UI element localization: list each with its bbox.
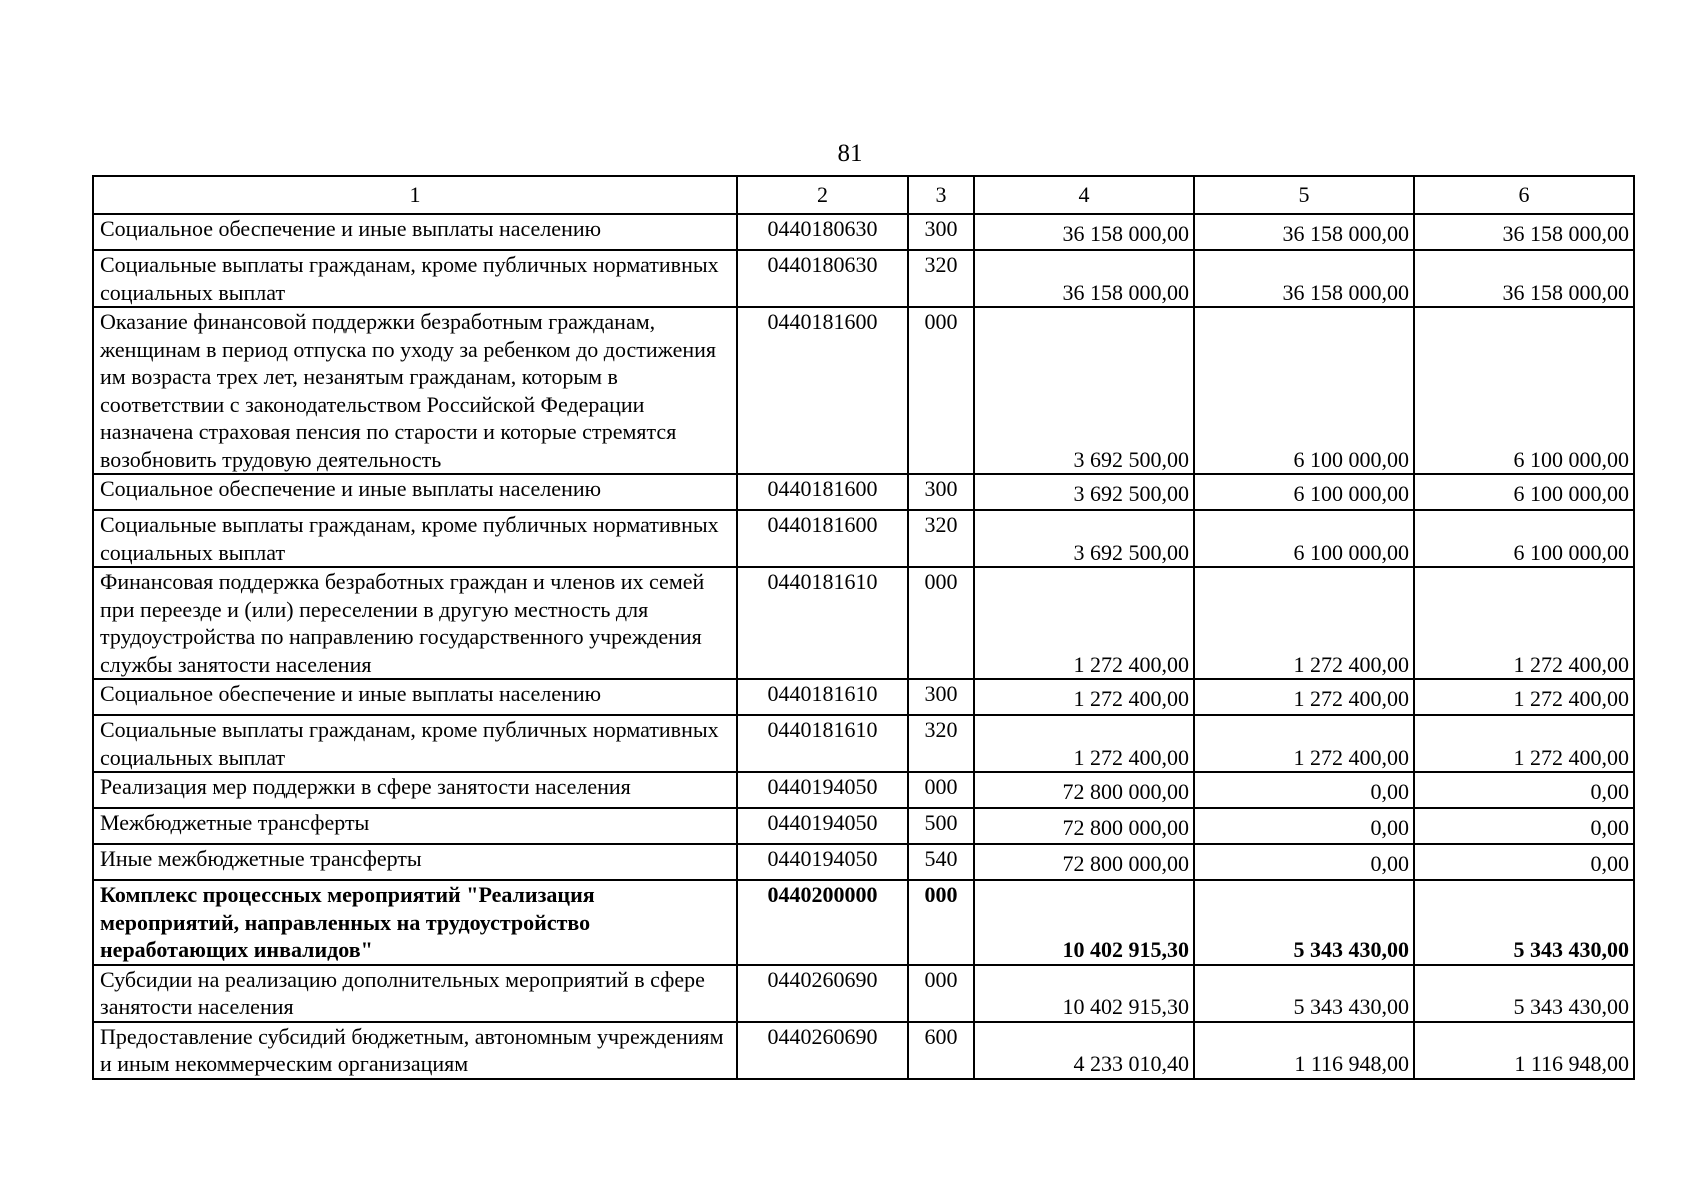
column-header: 1 <box>93 176 737 214</box>
table-body <box>93 214 1634 1079</box>
row-code-cell: 0440180630 <box>737 250 908 307</box>
budget-table <box>92 175 1635 1080</box>
row-code-cell: 0440194050 <box>737 772 908 808</box>
table-row <box>93 844 1634 880</box>
row-amount-col4-cell: 72 800 000,00 <box>974 772 1194 808</box>
table-row <box>93 679 1634 715</box>
row-code-cell: 0440200000 <box>737 880 908 965</box>
row-amount-col6-cell: 0,00 <box>1414 844 1634 880</box>
row-expense-type-cell: 320 <box>908 250 974 307</box>
row-amount-col4-cell: 72 800 000,00 <box>974 808 1194 844</box>
table-row <box>93 808 1634 844</box>
row-expense-type-cell: 300 <box>908 679 974 715</box>
table-row <box>93 1022 1634 1079</box>
row-name-cell: Предоставление субсидий бюджетным, автономным учреждениям и иным некоммерческим организациям <box>93 1022 737 1079</box>
row-amount-col4-cell: 36 158 000,00 <box>974 250 1194 307</box>
row-amount-col5-cell: 0,00 <box>1194 772 1414 808</box>
row-name-cell: Финансовая поддержка безработных граждан и членов их семей при переезде и (или) переселении в другую местность для трудоустройства по направлению государственного учреждения службы занятости населения <box>93 567 737 679</box>
table-row <box>93 307 1634 474</box>
row-amount-col6-cell: 5 343 430,00 <box>1414 880 1634 965</box>
row-amount-col5-cell: 6 100 000,00 <box>1194 307 1414 474</box>
column-header: 2 <box>737 176 908 214</box>
row-name-cell: Социальные выплаты гражданам, кроме публичных нормативных социальных выплат <box>93 510 737 567</box>
row-name-cell: Социальные выплаты гражданам, кроме публичных нормативных социальных выплат <box>93 715 737 772</box>
header-row <box>93 176 1634 214</box>
row-code-cell: 0440181610 <box>737 679 908 715</box>
table-row <box>93 772 1634 808</box>
row-code-cell: 0440181610 <box>737 567 908 679</box>
row-amount-col4-cell: 10 402 915,30 <box>974 965 1194 1022</box>
row-code-cell: 0440181600 <box>737 474 908 510</box>
row-amount-col5-cell: 0,00 <box>1194 808 1414 844</box>
row-expense-type-cell: 000 <box>908 567 974 679</box>
row-amount-col6-cell: 6 100 000,00 <box>1414 510 1634 567</box>
row-amount-col6-cell: 5 343 430,00 <box>1414 965 1634 1022</box>
row-code-cell: 0440260690 <box>737 965 908 1022</box>
row-expense-type-cell: 500 <box>908 808 974 844</box>
row-code-cell: 0440181610 <box>737 715 908 772</box>
row-expense-type-cell: 320 <box>908 510 974 567</box>
row-amount-col4-cell: 3 692 500,00 <box>974 307 1194 474</box>
column-header: 3 <box>908 176 974 214</box>
row-name-cell: Социальные выплаты гражданам, кроме публичных нормативных социальных выплат <box>93 250 737 307</box>
row-amount-col4-cell: 1 272 400,00 <box>974 715 1194 772</box>
row-amount-col5-cell: 36 158 000,00 <box>1194 214 1414 250</box>
table-row <box>93 250 1634 307</box>
row-amount-col6-cell: 1 272 400,00 <box>1414 679 1634 715</box>
row-name-cell: Субсидии на реализацию дополнительных мероприятий в сфере занятости населения <box>93 965 737 1022</box>
row-amount-col4-cell: 1 272 400,00 <box>974 567 1194 679</box>
row-amount-col5-cell: 1 116 948,00 <box>1194 1022 1414 1079</box>
table-row <box>93 715 1634 772</box>
row-name-cell: Межбюджетные трансферты <box>93 808 737 844</box>
table-row <box>93 510 1634 567</box>
table-row <box>93 567 1634 679</box>
row-code-cell: 0440181600 <box>737 307 908 474</box>
table-row <box>93 474 1634 510</box>
row-code-cell: 0440194050 <box>737 844 908 880</box>
row-amount-col4-cell: 10 402 915,30 <box>974 880 1194 965</box>
row-amount-col4-cell: 3 692 500,00 <box>974 510 1194 567</box>
row-expense-type-cell: 000 <box>908 880 974 965</box>
table-row <box>93 214 1634 250</box>
row-amount-col4-cell: 1 272 400,00 <box>974 679 1194 715</box>
row-expense-type-cell: 300 <box>908 214 974 250</box>
row-amount-col6-cell: 36 158 000,00 <box>1414 250 1634 307</box>
column-header: 6 <box>1414 176 1634 214</box>
row-expense-type-cell: 600 <box>908 1022 974 1079</box>
row-amount-col5-cell: 1 272 400,00 <box>1194 567 1414 679</box>
row-amount-col6-cell: 6 100 000,00 <box>1414 474 1634 510</box>
row-expense-type-cell: 000 <box>908 772 974 808</box>
row-name-cell: Социальное обеспечение и иные выплаты населению <box>93 214 737 250</box>
row-name-cell: Комплекс процессных мероприятий "Реализация мероприятий, направленных на трудоустройство неработающих инвалидов" <box>93 880 737 965</box>
row-amount-col4-cell: 3 692 500,00 <box>974 474 1194 510</box>
row-code-cell: 0440181600 <box>737 510 908 567</box>
row-amount-col6-cell: 0,00 <box>1414 772 1634 808</box>
page-number: 81 <box>837 140 863 167</box>
row-code-cell: 0440194050 <box>737 808 908 844</box>
row-amount-col5-cell: 0,00 <box>1194 844 1414 880</box>
row-amount-col5-cell: 6 100 000,00 <box>1194 474 1414 510</box>
table-row <box>93 965 1634 1022</box>
row-amount-col6-cell: 6 100 000,00 <box>1414 307 1634 474</box>
row-amount-col6-cell: 1 116 948,00 <box>1414 1022 1634 1079</box>
row-amount-col4-cell: 72 800 000,00 <box>974 844 1194 880</box>
row-amount-col4-cell: 4 233 010,40 <box>974 1022 1194 1079</box>
row-name-cell: Иные межбюджетные трансферты <box>93 844 737 880</box>
row-amount-col6-cell: 1 272 400,00 <box>1414 567 1634 679</box>
table-row <box>93 880 1634 965</box>
row-amount-col5-cell: 1 272 400,00 <box>1194 715 1414 772</box>
row-expense-type-cell: 540 <box>908 844 974 880</box>
row-name-cell: Социальное обеспечение и иные выплаты населению <box>93 679 737 715</box>
row-expense-type-cell: 300 <box>908 474 974 510</box>
row-amount-col5-cell: 5 343 430,00 <box>1194 880 1414 965</box>
row-amount-col6-cell: 0,00 <box>1414 808 1634 844</box>
row-amount-col5-cell: 1 272 400,00 <box>1194 679 1414 715</box>
row-expense-type-cell: 000 <box>908 965 974 1022</box>
row-amount-col5-cell: 5 343 430,00 <box>1194 965 1414 1022</box>
row-name-cell: Реализация мер поддержки в сфере занятости населения <box>93 772 737 808</box>
row-expense-type-cell: 000 <box>908 307 974 474</box>
row-amount-col5-cell: 36 158 000,00 <box>1194 250 1414 307</box>
row-amount-col5-cell: 6 100 000,00 <box>1194 510 1414 567</box>
column-header: 5 <box>1194 176 1414 214</box>
row-expense-type-cell: 320 <box>908 715 974 772</box>
row-amount-col6-cell: 1 272 400,00 <box>1414 715 1634 772</box>
row-name-cell: Социальное обеспечение и иные выплаты населению <box>93 474 737 510</box>
row-name-cell: Оказание финансовой поддержки безработным гражданам, женщинам в период отпуска по уходу за ребенком до достижения им возраста трех лет, незанятым гражданам, которым в соответствии с законодательством Российской Федерации назначена страховая пенсия по старости и которые стремятся возобновить трудовую деятельность <box>93 307 737 474</box>
row-code-cell: 0440260690 <box>737 1022 908 1079</box>
row-amount-col4-cell: 36 158 000,00 <box>974 214 1194 250</box>
column-header: 4 <box>974 176 1194 214</box>
row-code-cell: 0440180630 <box>737 214 908 250</box>
row-amount-col6-cell: 36 158 000,00 <box>1414 214 1634 250</box>
